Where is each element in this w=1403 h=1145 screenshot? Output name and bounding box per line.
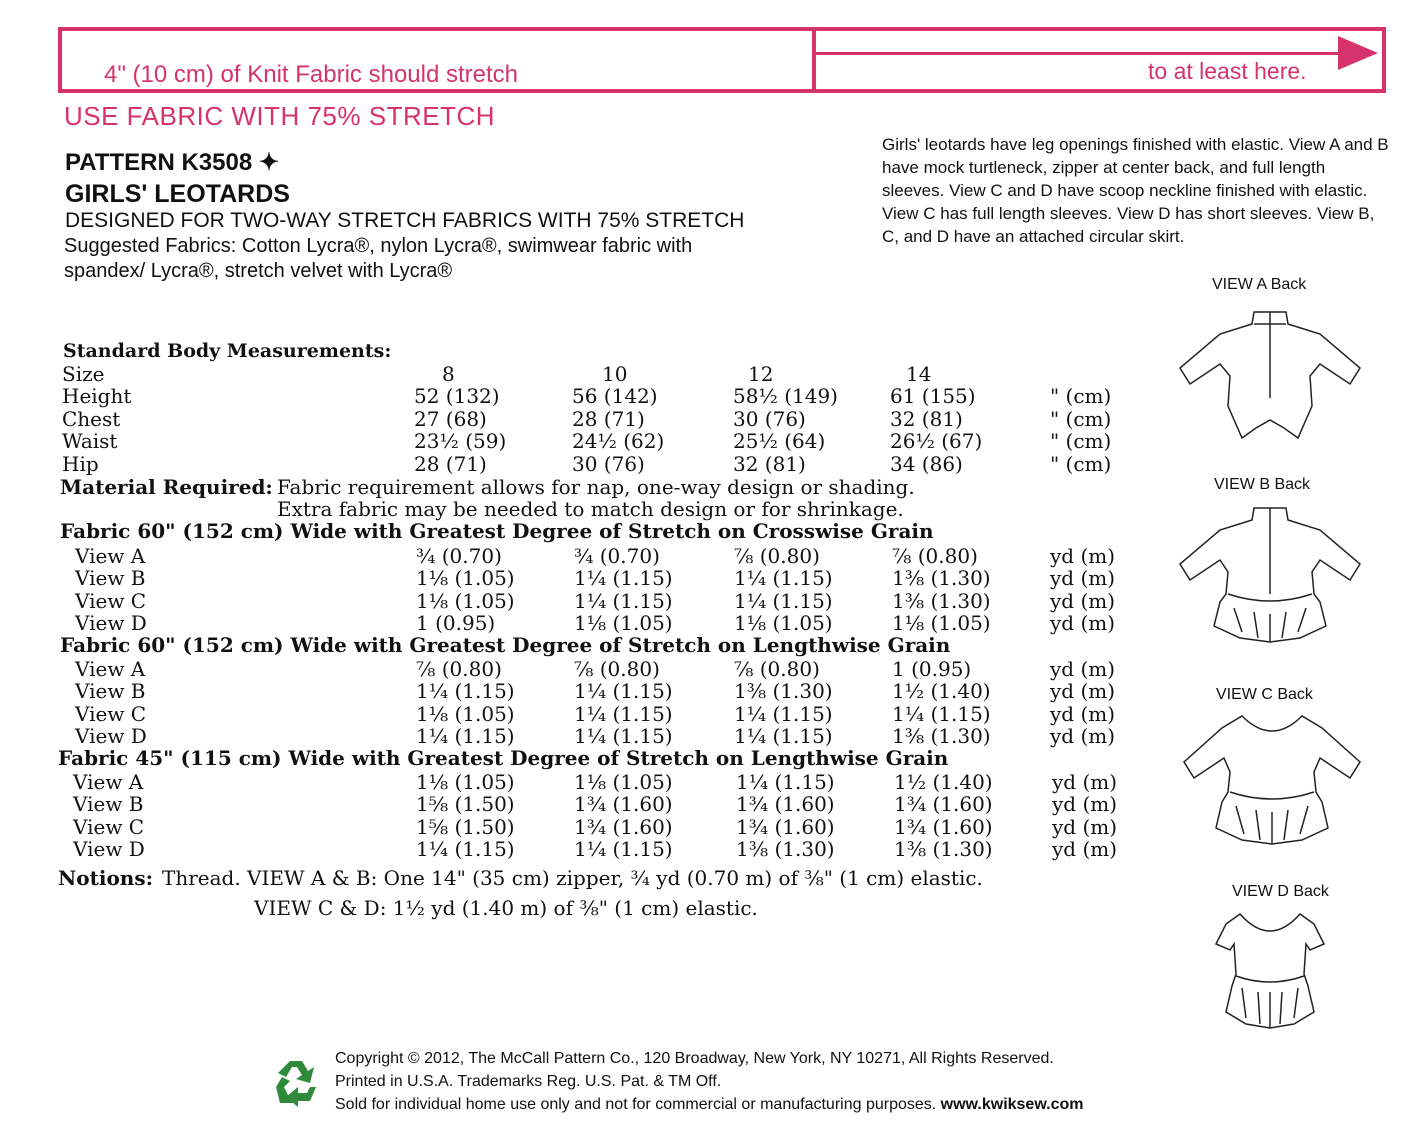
row-label: View D <box>75 611 147 635</box>
table-row <box>0 792 1200 815</box>
cell: 1⅝ (1.50) <box>416 792 515 816</box>
row-label: Hip <box>62 452 99 476</box>
notions <box>0 866 1200 889</box>
view-c-label: VIEW C Back <box>1216 686 1313 703</box>
cell: 34 (86) <box>890 452 963 476</box>
size-12: 12 <box>748 362 774 386</box>
cell: 1¾ (1.60) <box>894 815 993 839</box>
unit: yd (m) <box>1050 566 1116 590</box>
table-row <box>0 679 1200 702</box>
size-14: 14 <box>906 362 932 386</box>
cell: 1¼ (1.15) <box>574 724 673 748</box>
cell: 1⅜ (1.30) <box>892 724 991 748</box>
cell: 1¼ (1.15) <box>574 702 673 726</box>
website-link[interactable]: www.kwiksew.com <box>940 1096 1084 1113</box>
table-row <box>0 657 1200 680</box>
suggested-fabrics-text: Suggested Fabrics: Cotton Lycra®, nylon Lycra®, swimwear fabric with spandex/ Lycra®, stretch velvet with Lycra® <box>64 235 693 282</box>
view-d-label: VIEW D Back <box>1232 883 1329 900</box>
stretch-gauge-right-text: to at least here. <box>1148 58 1307 84</box>
unit: yd (m) <box>1052 770 1118 794</box>
cell: 1¼ (1.15) <box>892 702 991 726</box>
measurements-heading: Standard Body Measurements: <box>63 340 392 362</box>
notions-line-2: VIEW C & D: 1½ yd (1.40 m) of ⅜" (1 cm) elastic. <box>254 896 758 920</box>
cell: 1⅛ (1.05) <box>416 702 515 726</box>
cell: 1⅝ (1.50) <box>416 815 515 839</box>
row-label: View B <box>73 792 144 816</box>
cell: 28 (71) <box>572 407 645 431</box>
cell: ⅞ (0.80) <box>734 657 820 681</box>
cell: ⅞ (0.80) <box>574 657 660 681</box>
row-label: View A <box>75 657 146 681</box>
pattern-number: PATTERN K3508 ✦ <box>65 149 279 176</box>
stretch-gauge-line <box>816 52 1342 55</box>
table-row <box>0 544 1200 567</box>
stretch-gauge-divider <box>812 27 816 93</box>
usage-text: Sold for individual home use only and not for commercial or manufacturing purposes. <box>335 1096 937 1113</box>
cell: 1 (0.95) <box>892 657 972 681</box>
cell: 1¼ (1.15) <box>574 679 673 703</box>
cell: 1¼ (1.15) <box>574 589 673 613</box>
size-10: 10 <box>602 362 628 386</box>
material-line-2: Extra fabric may be needed to match design or for shrinkage. <box>277 497 904 521</box>
view-a-back-drawing <box>1170 298 1370 443</box>
table-row <box>0 589 1200 612</box>
size-row <box>0 362 1200 385</box>
row-label: View B <box>75 566 146 590</box>
row-label: View C <box>75 589 147 613</box>
cell: 58½ (149) <box>733 384 838 408</box>
row-label: View C <box>73 815 145 839</box>
row-label: View D <box>73 837 145 861</box>
copyright-line: Copyright © 2012, The McCall Pattern Co., 120 Broadway, New York, NY 10271, All Rights Reserved. <box>335 1050 1054 1067</box>
usage-line <box>335 1093 1084 1116</box>
table-row <box>0 429 1200 452</box>
cell: 1¼ (1.15) <box>574 837 673 861</box>
row-label: Chest <box>62 407 121 431</box>
cell: 30 (76) <box>733 407 806 431</box>
pattern-title: GIRLS' LEOTARDS <box>65 180 290 208</box>
unit: " (cm) <box>1050 407 1112 431</box>
cell: ¾ (0.70) <box>574 544 660 568</box>
cell: 1¼ (1.15) <box>416 724 515 748</box>
cell: 1¼ (1.15) <box>734 589 833 613</box>
unit: yd (m) <box>1050 702 1116 726</box>
cell: 32 (81) <box>733 452 806 476</box>
view-b-label: VIEW B Back <box>1214 476 1311 493</box>
cell: ⅞ (0.80) <box>892 544 978 568</box>
fabric-section-heading: Fabric 60" (152 cm) Wide with Greatest Degree of Stretch on Crosswise Grain <box>60 519 934 543</box>
row-label: View D <box>75 724 147 748</box>
row-label: View C <box>75 702 147 726</box>
cell: 1⅛ (1.05) <box>416 589 515 613</box>
unit: yd (m) <box>1052 815 1118 839</box>
material-line-1: Fabric requirement allows for nap, one-way design or shading. <box>277 475 915 499</box>
cell: 1½ (1.40) <box>894 770 993 794</box>
cell: 1⅜ (1.30) <box>736 837 835 861</box>
pattern-description: Girls' leotards have leg openings finished with elastic. View A and B have mock turtleneck, zipper at center back, and full length sleeves. View C and D have scoop neckline finished with elastic. View C has full length sleeves. View D has short sleeves. View B, C, and D have an attached circular skirt. <box>882 135 1389 246</box>
cell: 1⅛ (1.05) <box>574 611 673 635</box>
table-row <box>0 384 1200 407</box>
unit: yd (m) <box>1050 589 1116 613</box>
material-label: Material Required: <box>60 475 273 499</box>
fabric-section-heading: Fabric 60" (152 cm) Wide with Greatest Degree of Stretch on Lengthwise Grain <box>60 633 951 657</box>
size-label: Size <box>62 362 105 386</box>
cell: 26½ (67) <box>890 429 983 453</box>
table-row <box>0 815 1200 838</box>
unit: " (cm) <box>1050 384 1112 408</box>
cell: 1¼ (1.15) <box>416 679 515 703</box>
cell: 1¾ (1.60) <box>736 815 835 839</box>
unit: yd (m) <box>1052 792 1118 816</box>
notions-label: Notions: <box>58 866 153 890</box>
designed-for-text: DESIGNED FOR TWO-WAY STRETCH FABRICS WITH 75% STRETCH <box>65 209 745 232</box>
cell: 1⅜ (1.30) <box>894 837 993 861</box>
cell: 27 (68) <box>414 407 487 431</box>
cell: 56 (142) <box>572 384 658 408</box>
table-row <box>0 770 1200 793</box>
cell: 25½ (64) <box>733 429 826 453</box>
table-row <box>0 407 1200 430</box>
cell: 1⅛ (1.05) <box>892 611 991 635</box>
cell: 1¼ (1.15) <box>734 566 833 590</box>
notions-line-1: Thread. VIEW A & B: One 14" (35 cm) zipper, ¾ yd (0.70 m) of ⅜" (1 cm) elastic. <box>162 866 983 890</box>
notions-2 <box>0 896 1200 919</box>
cell: 30 (76) <box>572 452 645 476</box>
cell: 1¾ (1.60) <box>736 792 835 816</box>
size-8: 8 <box>442 362 455 386</box>
fabric-section-heading: Fabric 45" (115 cm) Wide with Greatest Degree of Stretch on Lengthwise Grain <box>58 746 949 770</box>
printed-line: Printed in U.S.A. Trademarks Reg. U.S. Pat. & TM Off. <box>335 1073 722 1090</box>
table-row <box>0 611 1200 634</box>
table-row <box>0 702 1200 725</box>
cell: ⅞ (0.80) <box>734 544 820 568</box>
view-b-back-drawing <box>1170 498 1370 648</box>
table-row <box>0 724 1200 747</box>
cell: 1⅜ (1.30) <box>734 679 833 703</box>
unit: " (cm) <box>1050 452 1112 476</box>
cell: 1¼ (1.15) <box>574 566 673 590</box>
view-d-back-drawing <box>1210 904 1330 1034</box>
cell: 1½ (1.40) <box>892 679 991 703</box>
cell: 1¼ (1.15) <box>416 837 515 861</box>
cell: 1⅛ (1.05) <box>416 770 515 794</box>
material-required-2 <box>0 497 1200 520</box>
recycle-icon <box>270 1057 322 1109</box>
cell: 1¾ (1.60) <box>574 815 673 839</box>
cell: 24½ (62) <box>572 429 665 453</box>
cell: ⅞ (0.80) <box>416 657 502 681</box>
cell: 1⅛ (1.05) <box>416 566 515 590</box>
cell: 61 (155) <box>890 384 976 408</box>
unit: yd (m) <box>1050 724 1116 748</box>
table-row <box>0 452 1200 475</box>
cell: 52 (132) <box>414 384 500 408</box>
cell: 1⅜ (1.30) <box>892 566 991 590</box>
cell: 1 (0.95) <box>416 611 496 635</box>
table-row <box>0 566 1200 589</box>
arrow-right-icon <box>1338 36 1378 70</box>
material-required <box>0 475 1200 498</box>
unit: yd (m) <box>1050 544 1116 568</box>
unit: yd (m) <box>1050 611 1116 635</box>
view-c-back-drawing <box>1172 706 1372 851</box>
row-label: View A <box>73 770 144 794</box>
cell: 1¼ (1.15) <box>734 724 833 748</box>
view-a-label: VIEW A Back <box>1212 276 1307 293</box>
cell: 32 (81) <box>890 407 963 431</box>
row-label: Waist <box>62 429 118 453</box>
cell: 1¼ (1.15) <box>734 702 833 726</box>
unit: yd (m) <box>1050 657 1116 681</box>
stretch-gauge-left-text: 4" (10 cm) of Knit Fabric should stretch <box>104 61 519 88</box>
cell: 1⅜ (1.30) <box>892 589 991 613</box>
row-label: View B <box>75 679 146 703</box>
table-row <box>0 837 1200 860</box>
row-label: Height <box>62 384 132 408</box>
cell: 1⅛ (1.05) <box>734 611 833 635</box>
unit: " (cm) <box>1050 429 1112 453</box>
unit: yd (m) <box>1050 679 1116 703</box>
unit: yd (m) <box>1052 837 1118 861</box>
cell: 1¾ (1.60) <box>894 792 993 816</box>
cell: 1¼ (1.15) <box>736 770 835 794</box>
cell: 1⅛ (1.05) <box>574 770 673 794</box>
cell: ¾ (0.70) <box>416 544 502 568</box>
cell: 23½ (59) <box>414 429 507 453</box>
cell: 1¾ (1.60) <box>574 792 673 816</box>
row-label: View A <box>75 544 146 568</box>
footer <box>335 1047 1084 1116</box>
cell: 28 (71) <box>414 452 487 476</box>
stretch-requirement-heading: USE FABRIC WITH 75% STRETCH <box>64 101 495 131</box>
